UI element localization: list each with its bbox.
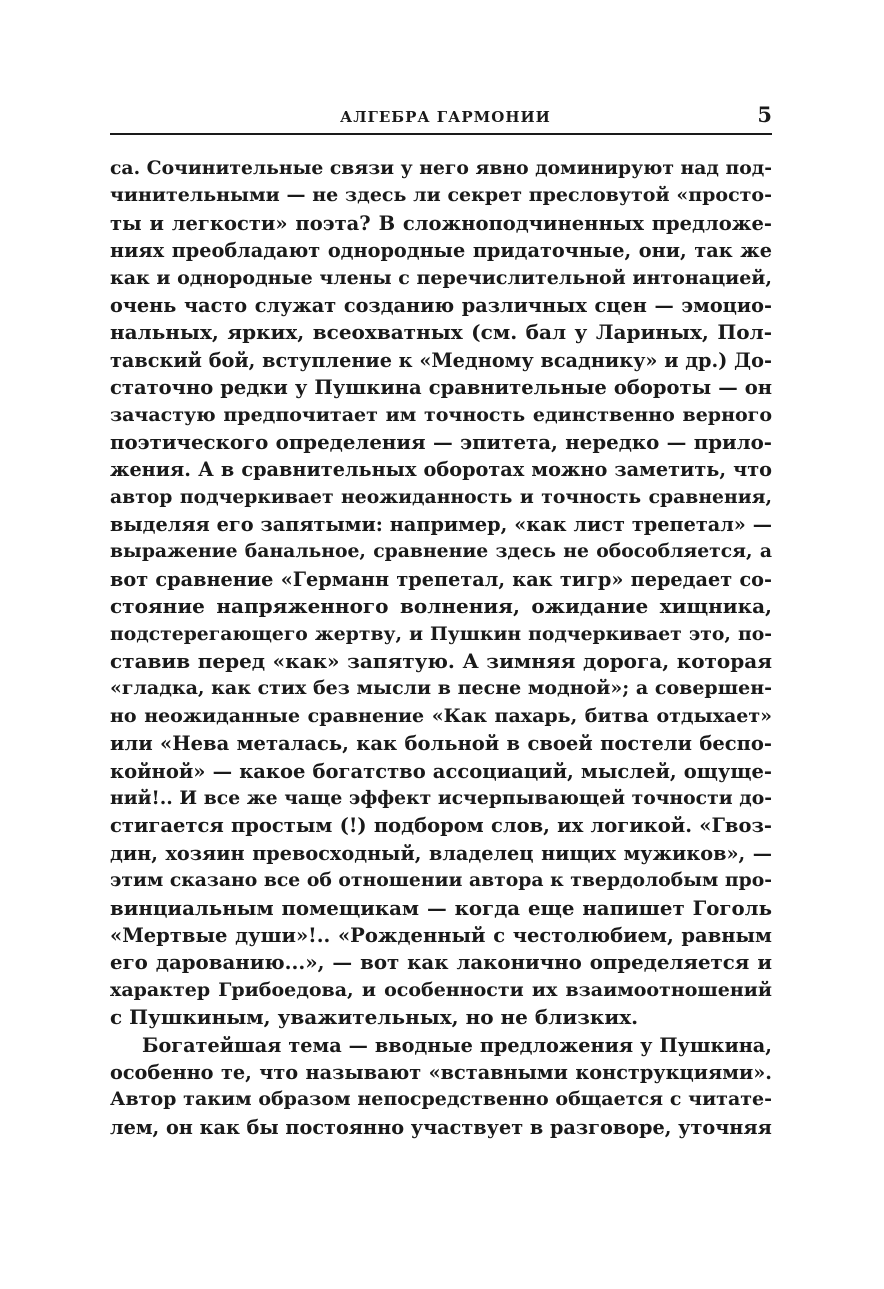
text-line: поэтического определения — эпитета, нередко — прило-: [110, 429, 772, 454]
text-line: Автор таким образом непосредственно общается с читате-: [110, 1088, 772, 1111]
text-line: ниях преобладают однородные придаточные, они, так же: [110, 239, 772, 263]
text-line: ты и легкости» поэта? В сложноподчиненных предложе-: [110, 211, 772, 235]
text-line: винциальным помещикам — когда еще напишет Гоголь: [110, 895, 772, 920]
page-number: 5: [757, 102, 772, 127]
text-line: выделяя его запятыми: например, «как лист трепетал» —: [110, 513, 772, 537]
text-line: са. Сочинительные связи у него явно доминируют над под-: [110, 157, 772, 179]
text-line: «гладка, как стих без мысли в песне модной»; а совершен-: [110, 677, 772, 700]
text-line: койной» — какое богатство ассоциаций, мыслей, ощуще-: [110, 759, 772, 783]
body-text: [110, 155, 772, 1141]
text-line: тавский бой, вступление к «Медному всаднику» и др.) До-: [110, 348, 772, 372]
text-line: или «Нева металась, как больной в своей постели беспо-: [110, 732, 772, 756]
text-line: лем, он как бы постоянно участвует в разговоре, уточняя: [110, 1115, 772, 1139]
text-line: Богатейшая тема — вводные предложения у Пушкина,: [142, 1033, 772, 1057]
text-line: подстерегающего жертву, и Пушкин подчеркивает это, по-: [110, 622, 772, 645]
text-line: выражение банальное, сравнение здесь не обособляется, а: [110, 540, 772, 563]
text-line: вот сравнение «Германн трепетал, как тигр» передает со-: [110, 567, 772, 591]
running-title: АЛГЕБРА ГАРМОНИИ: [340, 108, 551, 126]
text-line: этим сказано все об отношении автора к твердолобым про-: [110, 869, 772, 892]
text-line: особенно те, что называют «вставными конструкциями».: [110, 1060, 772, 1084]
paragraph: [110, 1032, 772, 1142]
text-line: очень часто служат созданию различных сцен — эмоцио-: [110, 293, 772, 317]
text-line: «Мертвые души»!.. «Рожденный с честолюбием, равным: [110, 923, 772, 947]
text-line: как и однородные члены с перечислительной интонацией,: [110, 266, 772, 289]
text-line: зачастую предпочитает им точность единственно верного: [110, 403, 772, 426]
text-line: ний!.. И все же чаще эффект исчерпывающей точности до-: [110, 786, 772, 809]
text-line: нальных, ярких, всеохватных (см. бал у Лариных, Пол-: [110, 320, 772, 345]
text-line: стигается простым (!) подбором слов, их логикой. «Гвоз-: [110, 814, 772, 838]
text-line: чинительными — не здесь ли секрет пресловутой «просто-: [110, 184, 772, 207]
text-line: статочно редки у Пушкина сравнительные обороты — он: [110, 376, 772, 400]
text-line: жения. А в сравнительных оборотах можно заметить, что: [110, 458, 772, 482]
text-line: ставив перед «как» запятую. А зимняя дорога, которая: [110, 649, 772, 674]
running-header: [110, 100, 772, 135]
paragraph: [110, 155, 772, 1032]
text-line: стояние напряженного волнения, ожидание хищника,: [110, 594, 772, 619]
text-line: его дарованию...», — вот как лаконично определяется и: [110, 950, 772, 975]
text-line: дин, хозяин превосходный, владелец нищих мужиков», —: [110, 841, 772, 865]
text-line: но неожиданные сравнение «Как пахарь, битва отдыхает»: [110, 704, 772, 727]
text-line: автор подчеркивает неожиданность и точность сравнения,: [110, 485, 772, 508]
text-line: с Пушкиным, уважительных, но не близких.: [110, 1005, 639, 1030]
text-line: характер Грибоедова, и особенности их взаимоотношений: [110, 978, 772, 1001]
